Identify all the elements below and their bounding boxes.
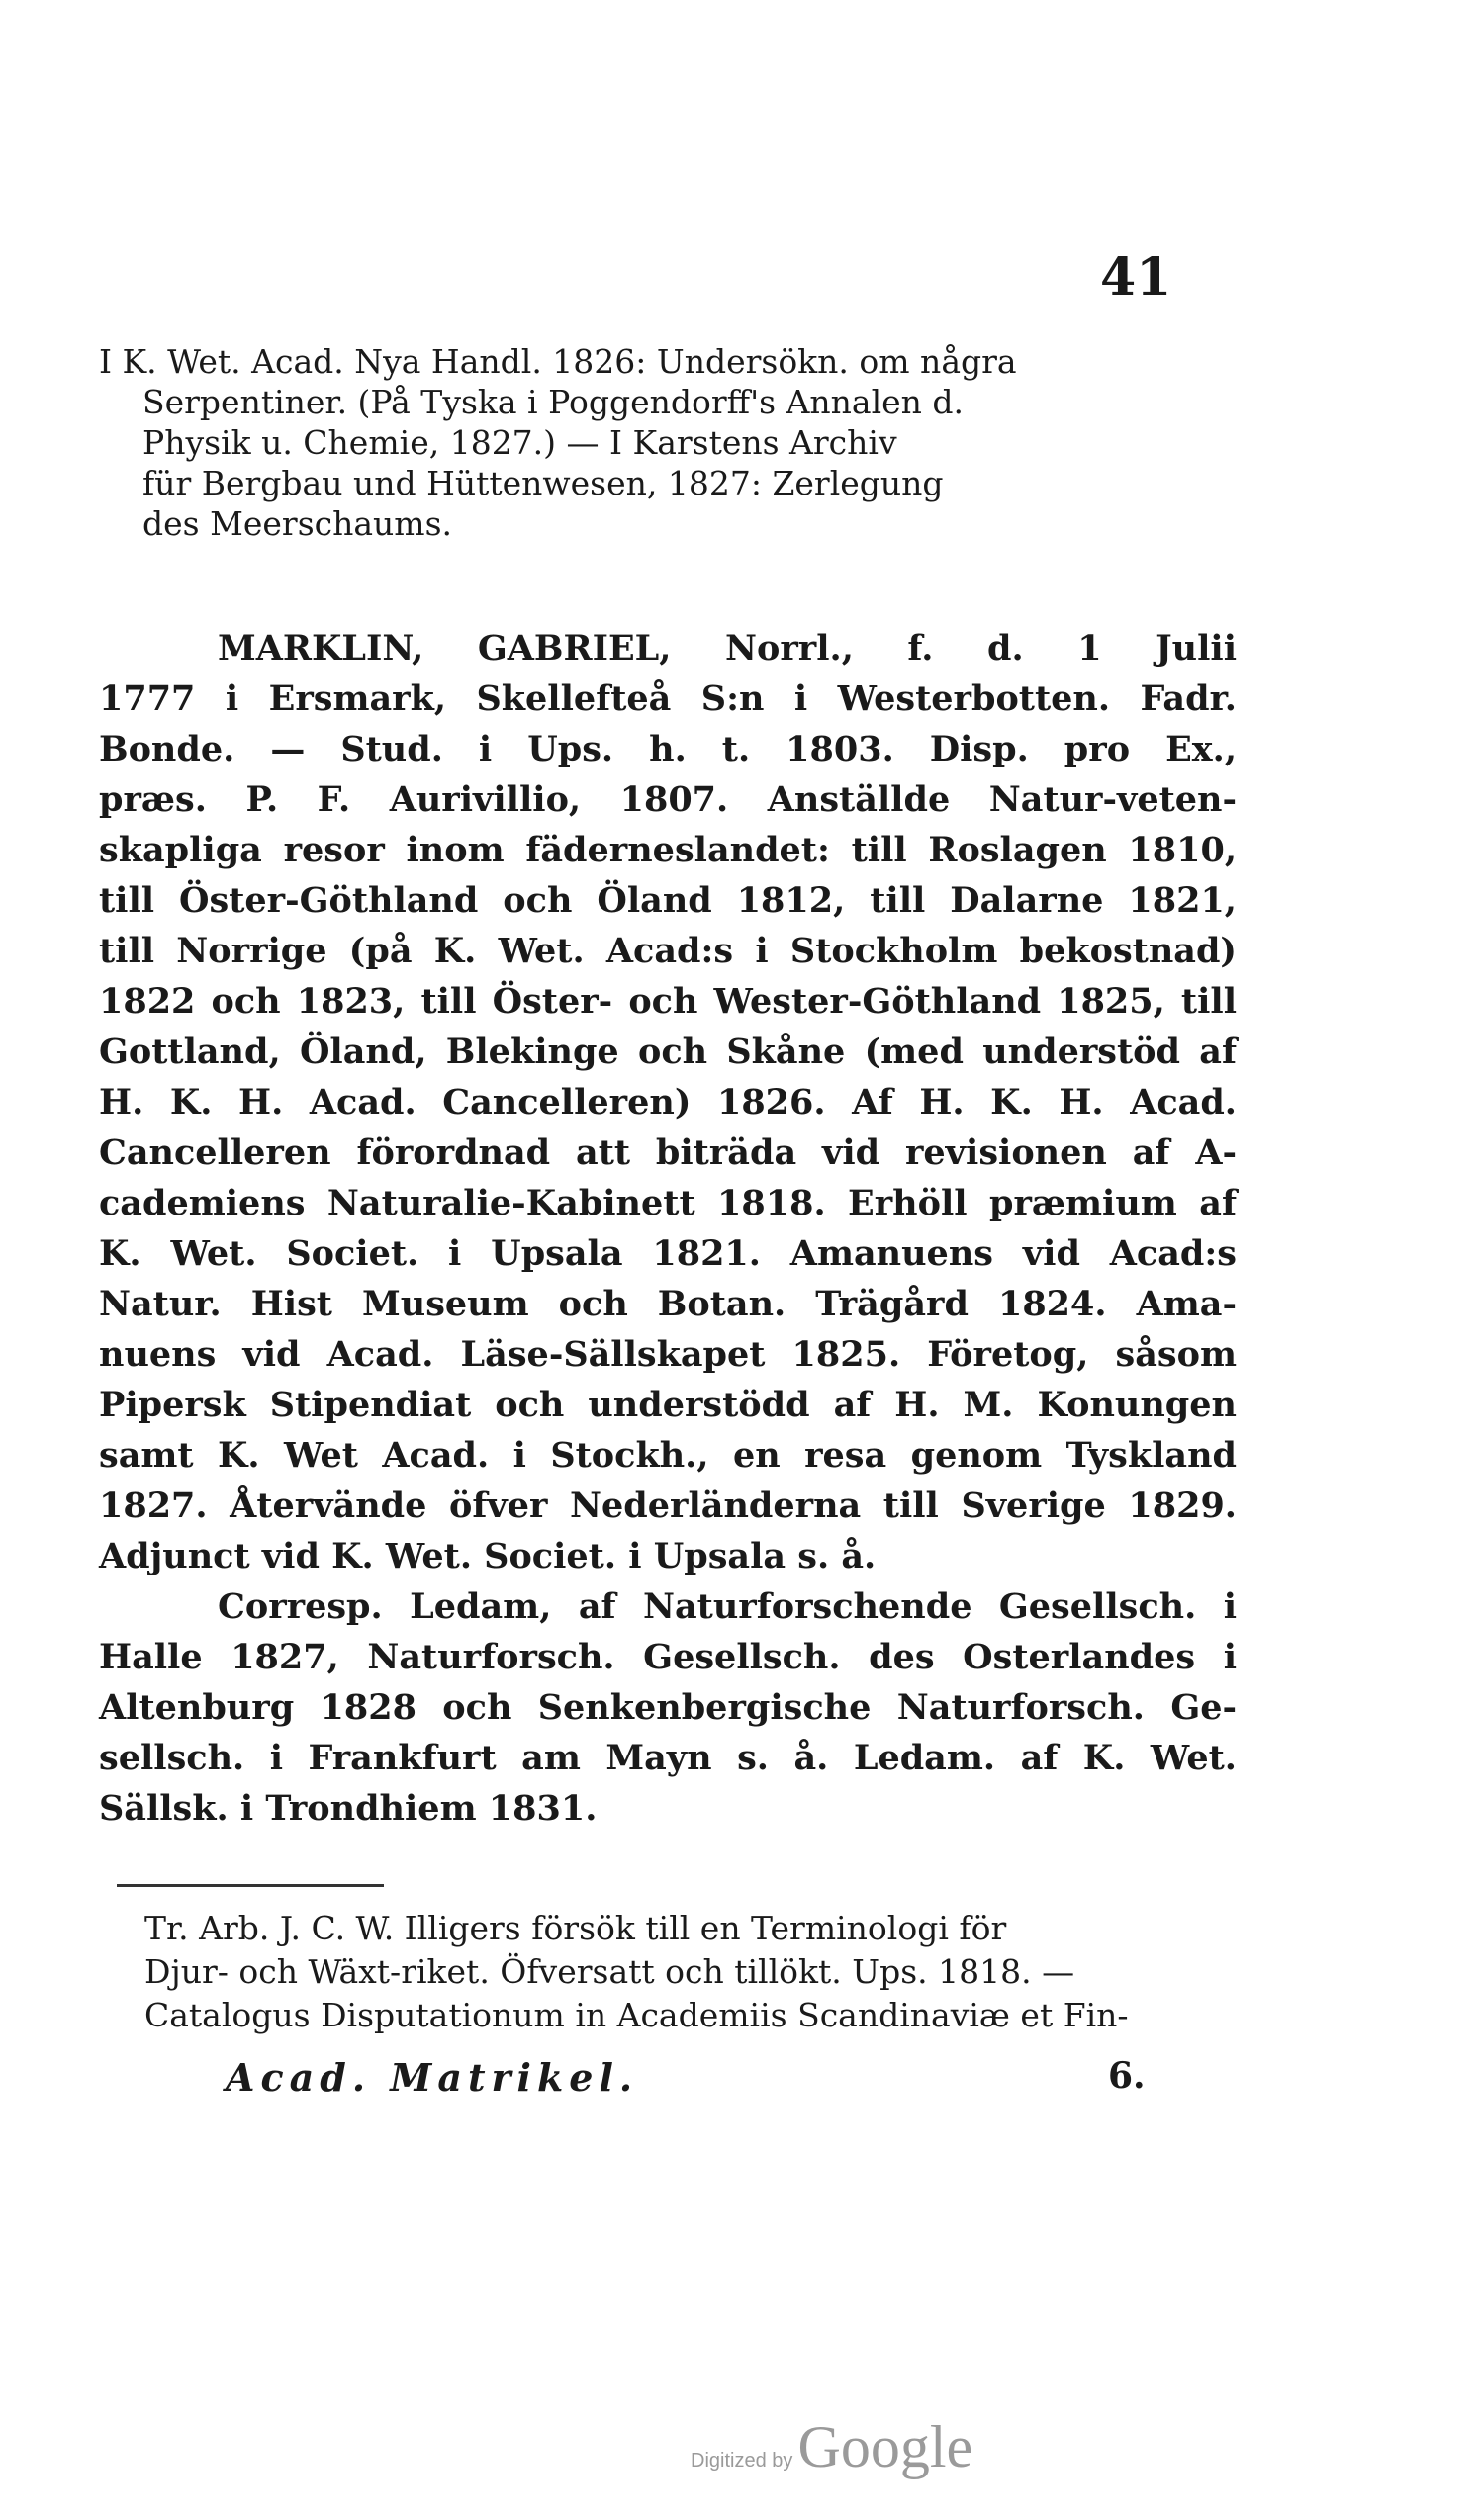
text-line: Pipersk Stipendiat och understödd af H. M. Konungen bbox=[99, 1385, 1237, 1425]
text-line: Cancelleren förordnad att biträda vid revisionen af A- bbox=[99, 1132, 1237, 1173]
text-line: Catalogus Disputationum in Academiis Scandinaviæ et Fin- bbox=[144, 1996, 1129, 2034]
text-line: Halle 1827, Naturforsch. Gesellsch. des Osterlandes i bbox=[99, 1637, 1237, 1677]
text-line: H. K. H. Acad. Cancelleren) 1826. Af H. K. H. Acad. bbox=[99, 1082, 1237, 1123]
text-line: samt K. Wet Acad. i Stockh., en resa genom Tyskland bbox=[99, 1435, 1237, 1476]
biography-entry bbox=[99, 623, 1237, 1834]
watermark-brand: Google bbox=[797, 2414, 973, 2479]
text-line: des Meerschaums. bbox=[142, 504, 453, 543]
text-line: skapliga resor inom fäderneslandet: till Roslagen 1810, bbox=[99, 830, 1237, 870]
intro-text bbox=[99, 341, 1237, 544]
text-line: Djur- och Wäxt-riket. Öfversatt och tillökt. Ups. 1818. — bbox=[144, 1952, 1075, 1991]
text-line: 1777 i Ersmark, Skellefteå S:n i Westerbotten. Fadr. bbox=[99, 678, 1237, 719]
text-line: 1822 och 1823, till Öster- och Wester-Göthland 1825, till bbox=[99, 981, 1237, 1022]
text-line: I K. Wet. Acad. Nya Handl. 1826: Undersökn. om några bbox=[99, 342, 1017, 381]
text-line: nuens vid Acad. Läse-Sällskapet 1825. Företog, såsom bbox=[99, 1334, 1237, 1375]
text-line: für Bergbau und Hüttenwesen, 1827: Zerlegung bbox=[142, 464, 944, 502]
signature-number: 6. bbox=[1108, 2055, 1146, 2097]
text-line: 1827. Återvände öfver Nederländerna till Sverige 1829. bbox=[99, 1485, 1237, 1526]
text-line: Sällsk. i Trondhiem 1831. bbox=[99, 1788, 598, 1829]
text-line: Physik u. Chemie, 1827.) — I Karstens Archiv bbox=[142, 423, 897, 462]
text-line: cademiens Naturalie-Kabinett 1818. Erhöll præmium af bbox=[99, 1183, 1237, 1223]
text-line: till Norrige (på K. Wet. Acad:s i Stockholm bekostnad) bbox=[99, 931, 1237, 971]
text-line: Natur. Hist Museum och Botan. Trägård 1824. Ama- bbox=[99, 1284, 1237, 1324]
watermark-prefix: Digitized by bbox=[691, 2450, 793, 2472]
text-line: Gottland, Öland, Blekinge och Skåne (med understöd af bbox=[99, 1032, 1237, 1072]
text-line: Serpentiner. (På Tyska i Poggendorff's Annalen d. bbox=[142, 383, 965, 421]
text-line: sellsch. i Frankfurt am Mayn s. å. Ledam. af K. Wet. bbox=[99, 1738, 1237, 1778]
text-line: till Öster-Göthland och Öland 1812, till Dalarne 1821, bbox=[99, 880, 1237, 921]
page-number: 41 bbox=[1100, 247, 1172, 308]
text-line: præs. P. F. Aurivillio, 1807. Anställde Natur-veten- bbox=[99, 779, 1237, 820]
footnote-divider bbox=[117, 1884, 384, 1887]
text-line: Altenburg 1828 och Senkenbergische Naturforsch. Ge- bbox=[99, 1687, 1237, 1728]
text-line: Adjunct vid K. Wet. Societ. i Upsala s. å. bbox=[99, 1536, 877, 1576]
text-line: K. Wet. Societ. i Upsala 1821. Amanuens vid Acad:s bbox=[99, 1233, 1237, 1274]
footnote bbox=[99, 1907, 1237, 2037]
digitized-watermark bbox=[691, 2413, 972, 2481]
text-line: Tr. Arb. J. C. W. Illigers försök till en Terminologi för bbox=[144, 1909, 1007, 1947]
text-line: Corresp. Ledam, af Naturforschende Gesellsch. i bbox=[218, 1586, 1237, 1627]
text-line: Bonde. — Stud. i Ups. h. t. 1803. Disp. pro Ex., bbox=[99, 729, 1237, 769]
entry-heading: MARKLIN, GABRIEL, Norrl., f. d. 1 Julii bbox=[218, 628, 1237, 669]
signature-mark: Acad. Matrikel. bbox=[226, 2055, 639, 2100]
